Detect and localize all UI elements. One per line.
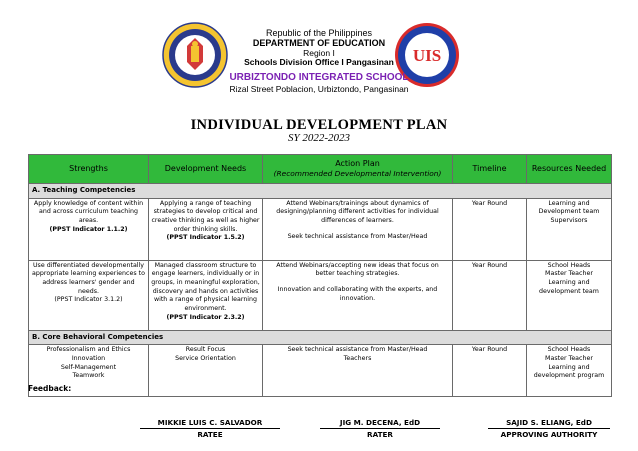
strength-line: Innovation bbox=[71, 355, 106, 362]
resource-line: School Heads bbox=[547, 346, 591, 354]
school-name: URBIZTONDO INTEGRATED SCHOOL bbox=[229, 72, 409, 83]
resources-cell bbox=[527, 198, 612, 260]
col-action-plan-sub: (Recommended Developmental Intervention) bbox=[273, 169, 442, 179]
signatory-name: MIKKIE LUIS C. SALVADOR bbox=[140, 418, 280, 429]
table-row bbox=[29, 260, 612, 330]
action-line: Innovation and collaborating with the experts, and bbox=[277, 286, 438, 294]
col-timeline: Timeline bbox=[453, 155, 527, 184]
division-line: Schools Division Office I Pangasinan bbox=[244, 57, 394, 67]
needs-cell bbox=[149, 260, 263, 330]
feedback-label: Feedback: bbox=[28, 384, 72, 393]
action-line: designing/planning different activities for individual bbox=[276, 208, 439, 216]
strength-line: Use differentiated developmentally bbox=[32, 261, 145, 269]
need-line: environment. bbox=[184, 305, 227, 313]
resource-line: Development team bbox=[538, 208, 600, 216]
republic-line: Republic of the Philippines bbox=[265, 28, 373, 38]
signatory-name: JIG M. DECENA, EdD bbox=[320, 418, 440, 429]
need-line: Service Orientation bbox=[175, 355, 236, 362]
signatory-role: APPROVING AUTHORITY bbox=[500, 430, 598, 439]
document-title: INDIVIDUAL DEVELOPMENT PLAN bbox=[190, 117, 448, 133]
need-line: Result Focus bbox=[185, 346, 226, 354]
need-line: engage learners, individually or in bbox=[151, 270, 260, 278]
development-plan-table bbox=[28, 154, 612, 397]
signatory-name: SAJID S. ELIANG, EdD bbox=[488, 418, 610, 429]
strength-line: Self-Management bbox=[60, 363, 117, 371]
action-line: differences of learners. bbox=[321, 217, 394, 225]
ppst-indicator: (PPST Indicator 2.3.2) bbox=[166, 313, 245, 321]
section-teaching-competencies: A. Teaching Competencies bbox=[29, 184, 612, 199]
resource-line: development program bbox=[533, 372, 605, 380]
col-strengths: Strengths bbox=[29, 155, 149, 184]
resource-line: Supervisors bbox=[550, 217, 588, 225]
strength-line: appropriate learning experiences to bbox=[32, 270, 145, 278]
resource-line: Learning and bbox=[548, 279, 590, 287]
needs-cell bbox=[149, 198, 263, 260]
need-line: Managed classroom structure to bbox=[154, 261, 257, 269]
resource-line: Learning and bbox=[548, 363, 590, 371]
school-seal-initials: UIS bbox=[412, 46, 442, 65]
timeline-cell: Year Round bbox=[453, 345, 527, 397]
need-line: groups, in meaningful exploration, bbox=[151, 279, 260, 287]
table-row bbox=[29, 345, 612, 397]
action-line: Teachers bbox=[343, 355, 372, 362]
need-line: discovery and hands on activities bbox=[152, 287, 259, 295]
action-cell bbox=[263, 198, 453, 260]
resource-line: development team bbox=[539, 287, 599, 295]
strength-line: and across curriculum teaching bbox=[38, 208, 139, 216]
table-header-row bbox=[29, 155, 612, 184]
ppst-indicator: (PPST Indicator 3.1.2) bbox=[54, 296, 123, 304]
signatory-role: RATER bbox=[367, 430, 393, 439]
resource-line: Learning and bbox=[548, 199, 590, 207]
action-line: innovation. bbox=[339, 294, 376, 302]
col-development-needs: Development Needs bbox=[149, 155, 263, 184]
strength-line: address learners' gender and needs. bbox=[42, 279, 135, 295]
strengths-cell bbox=[29, 198, 149, 260]
action-line: Attend Webinars/accepting new ideas that focus on bbox=[276, 261, 439, 269]
section-core-behavioral: B. Core Behavioral Competencies bbox=[29, 330, 612, 345]
needs-cell bbox=[149, 345, 263, 397]
signatory-rater bbox=[320, 418, 440, 439]
school-address: Rizal Street Poblacion, Urbiztondo, Pangasinan bbox=[229, 84, 409, 94]
strength-line: Teamwork bbox=[72, 372, 105, 380]
ppst-indicator: (PPST Indicator 1.1.2) bbox=[49, 225, 128, 233]
strengths-cell bbox=[29, 260, 149, 330]
need-line: order thinking skills. bbox=[173, 225, 238, 233]
col-resources: Resources Needed bbox=[527, 155, 612, 184]
action-line: better teaching strategies. bbox=[315, 270, 400, 278]
action-cell bbox=[263, 260, 453, 330]
resource-line: School Heads bbox=[547, 261, 591, 269]
signatory-role: RATEE bbox=[197, 430, 223, 439]
action-line: Seek technical assistance from Master/Head bbox=[287, 346, 428, 354]
ppst-indicator: (PPST Indicator 1.5.2) bbox=[166, 234, 245, 242]
need-line: Applying a range of teaching bbox=[159, 199, 252, 207]
table-row bbox=[29, 198, 612, 260]
school-year: SY 2022-2023 bbox=[287, 132, 351, 144]
signatory-approving-authority bbox=[488, 418, 610, 439]
need-line: with a range of physical learning bbox=[153, 296, 258, 304]
action-line: Attend Webinars/trainings about dynamics of bbox=[286, 199, 429, 207]
signatory-ratee bbox=[140, 418, 280, 439]
col-action-plan-label: Action Plan bbox=[335, 159, 380, 169]
need-line: strategies to develop critical and bbox=[153, 208, 258, 216]
strength-line: Apply knowledge of content within bbox=[33, 199, 144, 207]
strength-line: Professionalism and Ethics bbox=[46, 346, 131, 354]
section-row bbox=[29, 184, 612, 199]
need-line: creative thinking as well as higher bbox=[151, 217, 260, 225]
department-line: DEPARTMENT OF EDUCATION bbox=[252, 38, 386, 48]
col-action-plan bbox=[263, 155, 453, 184]
action-line: Seek technical assistance from Master/Head bbox=[287, 232, 428, 240]
resource-line: Master Teacher bbox=[545, 270, 593, 278]
resources-cell bbox=[527, 345, 612, 397]
section-row bbox=[29, 330, 612, 345]
resources-cell bbox=[527, 260, 612, 330]
strength-line: areas. bbox=[78, 217, 99, 225]
action-cell bbox=[263, 345, 453, 397]
timeline-cell: Year Round bbox=[453, 260, 527, 330]
region-line: Region I bbox=[303, 48, 335, 58]
resource-line: Master Teacher bbox=[545, 355, 593, 362]
timeline-cell: Year Round bbox=[453, 198, 527, 260]
